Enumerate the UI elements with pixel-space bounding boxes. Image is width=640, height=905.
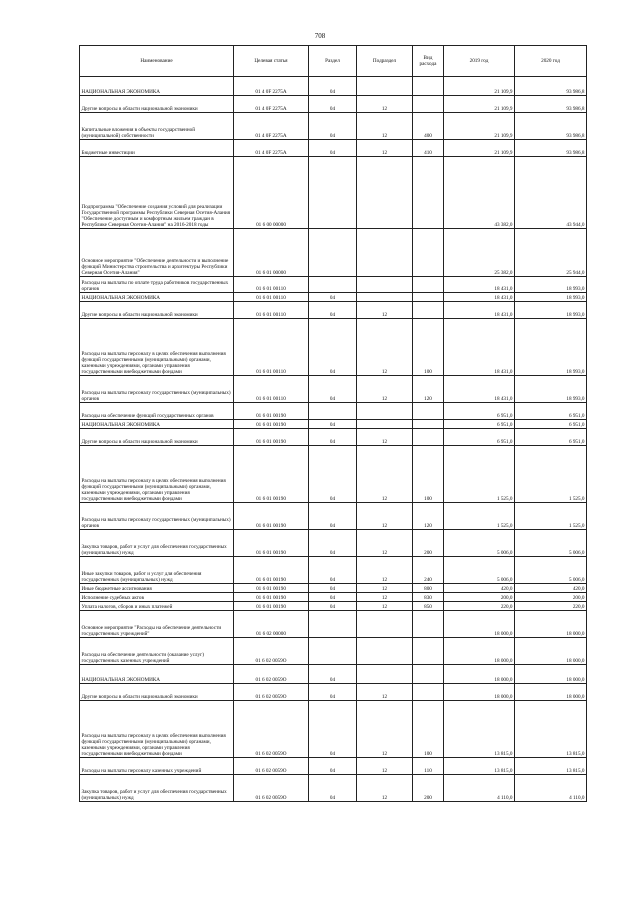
- cell-amount-2020: 93 986,8: [515, 113, 587, 140]
- cell-target-code: 01 6 01 00190: [234, 602, 309, 611]
- cell-exp-type: [413, 403, 444, 420]
- header-row: [80, 46, 587, 77]
- cell-amount-2020: 25 944,0: [515, 229, 587, 277]
- cell-amount-2020: 18 993,0: [515, 293, 587, 302]
- cell-subsection: [357, 403, 413, 420]
- cell-amount-2020: 1 525,0: [515, 446, 587, 503]
- cell-amount-2020: 93 986,8: [515, 96, 587, 113]
- cell-amount-2019: 420,0: [444, 584, 515, 593]
- table-row: [80, 113, 587, 140]
- cell-section: 04: [309, 420, 357, 429]
- cell-subsection: 12: [357, 140, 413, 157]
- cell-exp-type: [413, 638, 444, 665]
- cell-name: Закупка товаров, работ и услуг для обеспечения государственных (муниципальных) нужд: [80, 775, 234, 802]
- cell-exp-type: [413, 302, 444, 319]
- cell-name: Расходы на обеспечение функций государственных органов: [80, 403, 234, 420]
- cell-amount-2019: 6 951,0: [444, 403, 515, 420]
- cell-section: 04: [309, 584, 357, 593]
- cell-target-code: 01 6 01 00190: [234, 446, 309, 503]
- cell-name: Расходы на выплаты по оплате труда работников государственных органов: [80, 277, 234, 293]
- table-row: [80, 602, 587, 611]
- cell-exp-type: [413, 229, 444, 277]
- cell-amount-2019: 18 000,0: [444, 684, 515, 701]
- cell-subsection: 12: [357, 429, 413, 446]
- cell-name: Исполнение судебных актов: [80, 593, 234, 602]
- cell-subsection: [357, 77, 413, 96]
- cell-amount-2020: 43 944,0: [515, 157, 587, 229]
- cell-amount-2020: 6 951,0: [515, 420, 587, 429]
- cell-subsection: [357, 157, 413, 229]
- cell-exp-type: 410: [413, 140, 444, 157]
- cell-subsection: [357, 229, 413, 277]
- cell-name: Капитальные вложения в объекты государственной (муниципальной) собственности: [80, 113, 234, 140]
- cell-amount-2020: 4 110,0: [515, 775, 587, 802]
- cell-subsection: 12: [357, 701, 413, 758]
- cell-amount-2020: 18 000,0: [515, 665, 587, 684]
- cell-amount-2020: 18 993,0: [515, 319, 587, 376]
- cell-amount-2020: 18 000,0: [515, 684, 587, 701]
- cell-section: 04: [309, 446, 357, 503]
- table-row: [80, 429, 587, 446]
- cell-name: Расходы на выплаты персоналу в целях обеспечения выполнения функций государственными (муниципальными) органами, казенными учреждениями, органами управления государственными внебюджетными фондами: [80, 446, 234, 503]
- cell-exp-type: 100: [413, 446, 444, 503]
- cell-name: Другие вопросы в области национальной экономики: [80, 429, 234, 446]
- cell-amount-2020: 18 993,0: [515, 302, 587, 319]
- cell-exp-type: 200: [413, 775, 444, 802]
- cell-name: Расходы на выплаты персоналу в целях обеспечения выполнения функций государственными (муниципальными) органами, казенными учреждениями, органами управления государственными внебюджетными фондами: [80, 319, 234, 376]
- cell-section: [309, 638, 357, 665]
- cell-amount-2019: 21 109,9: [444, 140, 515, 157]
- cell-name: НАЦИОНАЛЬНАЯ ЭКОНОМИКА: [80, 293, 234, 302]
- cell-name: Основное мероприятие "Обеспечение деятельности и выполнение функций Министерства строительства и архитектуры Республики Северная Осетия-Алания": [80, 229, 234, 277]
- cell-subsection: 12: [357, 113, 413, 140]
- cell-section: 04: [309, 96, 357, 113]
- cell-amount-2019: 18 431,0: [444, 302, 515, 319]
- header-section: Раздел: [309, 46, 357, 77]
- cell-amount-2019: 21 109,9: [444, 77, 515, 96]
- cell-section: 04: [309, 503, 357, 530]
- table-row: [80, 96, 587, 113]
- cell-section: 04: [309, 319, 357, 376]
- cell-target-code: 01 6 01 00190: [234, 503, 309, 530]
- header-year-2019: 2019 год: [444, 46, 515, 77]
- cell-target-code: 01 6 01 00190: [234, 530, 309, 557]
- cell-amount-2020: 6 951,0: [515, 429, 587, 446]
- cell-amount-2019: 43 382,0: [444, 157, 515, 229]
- table-row: [80, 665, 587, 684]
- cell-target-code: 01 6 01 00110: [234, 293, 309, 302]
- cell-subsection: 12: [357, 593, 413, 602]
- cell-amount-2020: 18 993,0: [515, 277, 587, 293]
- cell-target-code: 01 6 02 0059О: [234, 758, 309, 775]
- cell-name: Расходы на выплаты персоналу государственных (муниципальных) органов: [80, 376, 234, 403]
- cell-exp-type: [413, 293, 444, 302]
- cell-target-code: 01 4 0F 2275A: [234, 96, 309, 113]
- cell-subsection: 12: [357, 684, 413, 701]
- cell-subsection: 12: [357, 557, 413, 584]
- cell-amount-2019: 21 109,9: [444, 113, 515, 140]
- cell-section: 04: [309, 113, 357, 140]
- cell-name: Уплата налогов, сборов и иных платежей: [80, 602, 234, 611]
- cell-exp-type: 200: [413, 530, 444, 557]
- cell-amount-2019: 1 525,0: [444, 503, 515, 530]
- cell-target-code: 01 6 01 00190: [234, 593, 309, 602]
- cell-subsection: 12: [357, 602, 413, 611]
- table-header: [80, 46, 587, 77]
- cell-subsection: 12: [357, 503, 413, 530]
- cell-section: 04: [309, 701, 357, 758]
- table-row: [80, 446, 587, 503]
- cell-name: Расходы на выплаты персоналу в целях обеспечения выполнения функций государственными (муниципальными) органами, казенными учреждениями, органами управления государственными внебюджетными фондами: [80, 701, 234, 758]
- cell-name: Основное мероприятие "Расходы на обеспечение деятельности государственных учреждений": [80, 611, 234, 638]
- header-subsection: Подраздел: [357, 46, 413, 77]
- cell-target-code: 01 6 02 0059О: [234, 665, 309, 684]
- cell-name: Подпрограмма "Обеспечение создания условий для реализации Государственной программы Республики Северная Осетия-Алания "Обеспечение доступным и комфортным жильем граждан в Республике Северная Осетия-Алания" на 2016-2018 годы: [80, 157, 234, 229]
- cell-subsection: [357, 638, 413, 665]
- cell-section: 04: [309, 530, 357, 557]
- cell-subsection: 12: [357, 319, 413, 376]
- cell-exp-type: 830: [413, 593, 444, 602]
- cell-exp-type: 400: [413, 113, 444, 140]
- cell-exp-type: 110: [413, 758, 444, 775]
- cell-section: 04: [309, 602, 357, 611]
- cell-subsection: [357, 293, 413, 302]
- cell-amount-2020: 220,0: [515, 602, 587, 611]
- header-exp-type: Вид расхода: [413, 46, 444, 77]
- cell-section: 04: [309, 429, 357, 446]
- cell-exp-type: [413, 429, 444, 446]
- cell-subsection: 12: [357, 376, 413, 403]
- cell-target-code: 01 6 01 00190: [234, 403, 309, 420]
- cell-name: Другие вопросы в области национальной экономики: [80, 302, 234, 319]
- table-row: [80, 775, 587, 802]
- cell-subsection: 12: [357, 530, 413, 557]
- cell-amount-2019: 13 815,0: [444, 701, 515, 758]
- table-row: [80, 684, 587, 701]
- table-row: [80, 557, 587, 584]
- cell-name: НАЦИОНАЛЬНАЯ ЭКОНОМИКА: [80, 420, 234, 429]
- cell-subsection: 12: [357, 775, 413, 802]
- cell-section: 04: [309, 593, 357, 602]
- cell-amount-2020: 93 986,8: [515, 77, 587, 96]
- cell-name: Расходы на обеспечение деятельности (оказание услуг) государственных казенных учреждений: [80, 638, 234, 665]
- cell-amount-2019: 6 951,0: [444, 420, 515, 429]
- cell-amount-2019: 25 382,0: [444, 229, 515, 277]
- cell-amount-2019: 220,0: [444, 602, 515, 611]
- cell-target-code: 01 6 02 0059О: [234, 684, 309, 701]
- cell-amount-2019: 200,0: [444, 593, 515, 602]
- cell-amount-2020: 5 006,0: [515, 530, 587, 557]
- cell-amount-2020: 5 006,0: [515, 557, 587, 584]
- cell-amount-2019: 4 110,0: [444, 775, 515, 802]
- cell-subsection: 12: [357, 302, 413, 319]
- page-number: 708: [314, 32, 326, 40]
- cell-subsection: [357, 277, 413, 293]
- cell-amount-2019: 6 951,0: [444, 429, 515, 446]
- cell-exp-type: [413, 77, 444, 96]
- cell-exp-type: 240: [413, 557, 444, 584]
- cell-target-code: 01 4 0F 2275A: [234, 77, 309, 96]
- cell-amount-2019: 18 431,0: [444, 376, 515, 403]
- cell-target-code: 01 4 0F 2275A: [234, 140, 309, 157]
- cell-subsection: 12: [357, 96, 413, 113]
- budget-table: [79, 45, 587, 802]
- cell-target-code: 01 6 01 00000: [234, 229, 309, 277]
- table-row: [80, 593, 587, 602]
- cell-exp-type: 850: [413, 602, 444, 611]
- cell-target-code: 01 6 01 00190: [234, 420, 309, 429]
- cell-amount-2020: 18 993,0: [515, 376, 587, 403]
- cell-name: НАЦИОНАЛЬНАЯ ЭКОНОМИКА: [80, 77, 234, 96]
- cell-subsection: [357, 611, 413, 638]
- table-row: [80, 701, 587, 758]
- cell-subsection: 12: [357, 446, 413, 503]
- table-row: [80, 584, 587, 593]
- cell-section: 04: [309, 775, 357, 802]
- cell-name: Расходы на выплаты персоналу казенных учреждений: [80, 758, 234, 775]
- cell-exp-type: 100: [413, 319, 444, 376]
- table-row: [80, 638, 587, 665]
- cell-amount-2019: 18 431,0: [444, 319, 515, 376]
- cell-subsection: 12: [357, 584, 413, 593]
- cell-name: НАЦИОНАЛЬНАЯ ЭКОНОМИКА: [80, 665, 234, 684]
- cell-name: Расходы на выплаты персоналу государственных (муниципальных) органов: [80, 503, 234, 530]
- cell-exp-type: 100: [413, 701, 444, 758]
- cell-section: [309, 229, 357, 277]
- table-row: [80, 229, 587, 277]
- cell-target-code: 01 6 01 00110: [234, 277, 309, 293]
- cell-amount-2020: 200,0: [515, 593, 587, 602]
- cell-amount-2019: 13 815,0: [444, 758, 515, 775]
- cell-amount-2019: 5 006,0: [444, 530, 515, 557]
- cell-section: [309, 611, 357, 638]
- cell-amount-2020: 93 986,8: [515, 140, 587, 157]
- cell-amount-2019: 1 525,0: [444, 446, 515, 503]
- table-row: [80, 157, 587, 229]
- cell-name: Другие вопросы в области национальной экономики: [80, 684, 234, 701]
- cell-amount-2019: 18 000,0: [444, 638, 515, 665]
- cell-section: [309, 277, 357, 293]
- cell-exp-type: [413, 665, 444, 684]
- table-row: [80, 611, 587, 638]
- cell-amount-2019: 18 000,0: [444, 665, 515, 684]
- table-row: [80, 302, 587, 319]
- table-row: [80, 277, 587, 293]
- cell-amount-2020: 18 000,0: [515, 638, 587, 665]
- cell-exp-type: [413, 277, 444, 293]
- cell-target-code: 01 6 01 00110: [234, 302, 309, 319]
- cell-amount-2019: 18 431,0: [444, 277, 515, 293]
- table-row: [80, 758, 587, 775]
- cell-amount-2019: 21 109,9: [444, 96, 515, 113]
- cell-subsection: [357, 420, 413, 429]
- cell-subsection: [357, 665, 413, 684]
- cell-amount-2019: 18 431,0: [444, 293, 515, 302]
- cell-target-code: 01 6 01 00110: [234, 376, 309, 403]
- cell-amount-2020: 1 525,0: [515, 503, 587, 530]
- cell-section: 04: [309, 758, 357, 775]
- cell-section: 04: [309, 302, 357, 319]
- cell-target-code: 01 4 0F 2275A: [234, 113, 309, 140]
- table-body: [80, 77, 587, 802]
- cell-name: Закупка товаров, работ и услуг для обеспечения государственных (муниципальных) нужд: [80, 530, 234, 557]
- cell-section: 04: [309, 684, 357, 701]
- table-row: [80, 403, 587, 420]
- cell-name: Другие вопросы в области национальной экономики: [80, 96, 234, 113]
- cell-section: 04: [309, 293, 357, 302]
- cell-exp-type: [413, 96, 444, 113]
- cell-target-code: 01 6 02 0059О: [234, 638, 309, 665]
- header-year-2020: 2020 год: [515, 46, 587, 77]
- cell-name: Иные бюджетные ассигнования: [80, 584, 234, 593]
- cell-amount-2019: 18 000,0: [444, 611, 515, 638]
- cell-section: 04: [309, 376, 357, 403]
- cell-name: Иные закупки товаров, работ и услуг для обеспечения государственных (муниципальных) нужд: [80, 557, 234, 584]
- cell-amount-2020: 420,0: [515, 584, 587, 593]
- cell-exp-type: 800: [413, 584, 444, 593]
- cell-amount-2020: 18 000,0: [515, 611, 587, 638]
- cell-exp-type: [413, 420, 444, 429]
- cell-target-code: 01 6 02 0059О: [234, 775, 309, 802]
- cell-amount-2019: 5 006,0: [444, 557, 515, 584]
- cell-section: 04: [309, 140, 357, 157]
- cell-target-code: 01 6 02 00000: [234, 611, 309, 638]
- cell-exp-type: [413, 684, 444, 701]
- cell-name: Бюджетные инвестиции: [80, 140, 234, 157]
- table-row: [80, 140, 587, 157]
- cell-section: 04: [309, 77, 357, 96]
- cell-target-code: 01 6 01 00190: [234, 429, 309, 446]
- table-row: [80, 77, 587, 96]
- cell-section: 04: [309, 557, 357, 584]
- table-row: [80, 503, 587, 530]
- cell-target-code: 01 6 02 0059О: [234, 701, 309, 758]
- cell-exp-type: 120: [413, 503, 444, 530]
- cell-section: [309, 403, 357, 420]
- table-row: [80, 293, 587, 302]
- cell-amount-2020: 13 815,0: [515, 758, 587, 775]
- cell-target-code: 01 6 01 00110: [234, 319, 309, 376]
- cell-amount-2020: 6 951,0: [515, 403, 587, 420]
- cell-exp-type: [413, 611, 444, 638]
- cell-subsection: 12: [357, 758, 413, 775]
- table-row: [80, 530, 587, 557]
- cell-section: 04: [309, 665, 357, 684]
- header-target: Целевая статья: [234, 46, 309, 77]
- table-row: [80, 319, 587, 376]
- cell-target-code: 01 6 01 00190: [234, 557, 309, 584]
- cell-exp-type: 120: [413, 376, 444, 403]
- table-row: [80, 376, 587, 403]
- cell-amount-2020: 13 815,0: [515, 701, 587, 758]
- table-row: [80, 420, 587, 429]
- header-name: Наименование: [80, 46, 234, 77]
- cell-exp-type: [413, 157, 444, 229]
- cell-section: [309, 157, 357, 229]
- cell-target-code: 01 6 01 00190: [234, 584, 309, 593]
- cell-target-code: 01 6 00 00000: [234, 157, 309, 229]
